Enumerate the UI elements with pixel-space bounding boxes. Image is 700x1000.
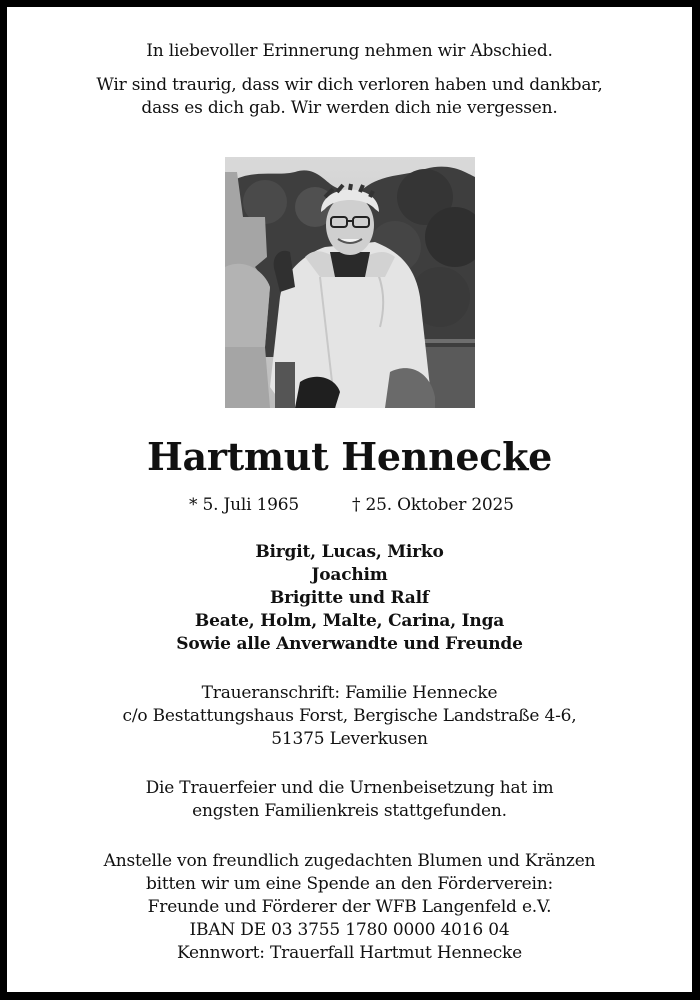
mourner-line: Joachim [311, 565, 388, 585]
portrait-image [225, 157, 475, 408]
address-line: Traueranschrift: Familie Hennecke [201, 683, 498, 703]
donation-line: Freunde und Förderer der WFB Langenfeld e.V. [147, 897, 552, 917]
address-line: 51375 Leverkusen [271, 729, 428, 749]
keyword-line: Kennwort: Trauerfall Hartmut Hennecke [176, 943, 523, 963]
intro-line-sad: Wir sind traurig, dass wir dich verloren haben und dankbar, [96, 75, 603, 95]
obituary-notice [7, 7, 692, 992]
deceased-name: Hartmut Hennecke [146, 434, 553, 479]
intro-line-farewell: In liebevoller Erinnerung nehmen wir Abschied. [146, 41, 553, 61]
birth-date: * 5. Juli 1965 [189, 495, 300, 515]
donation-line: bitten wir um eine Spende an den Förderverein: [145, 874, 554, 894]
ceremony-line: Die Trauerfeier und die Urnenbeisetzung hat im [145, 778, 554, 798]
death-date: † 25. Oktober 2025 [352, 495, 514, 515]
address-line: c/o Bestattungshaus Forst, Bergische Landstraße 4-6, [122, 706, 577, 726]
intro-line-never-forget: dass es dich gab. Wir werden dich nie vergessen. [141, 98, 558, 118]
mourner-line: Brigitte und Ralf [270, 588, 429, 608]
donation-line: Anstelle von freundlich zugedachten Blumen und Kränzen [103, 851, 596, 871]
iban-line: IBAN DE 03 3755 1780 0000 4016 04 [189, 920, 510, 940]
mourner-line: Birgit, Lucas, Mirko [255, 542, 444, 562]
life-dates [7, 493, 692, 517]
mourner-line: Sowie alle Anverwandte und Freunde [176, 634, 523, 654]
portrait-photo [225, 157, 475, 408]
mourner-line: Beate, Holm, Malte, Carina, Inga [194, 611, 505, 631]
ceremony-line: engsten Familienkreis stattgefunden. [192, 801, 507, 821]
